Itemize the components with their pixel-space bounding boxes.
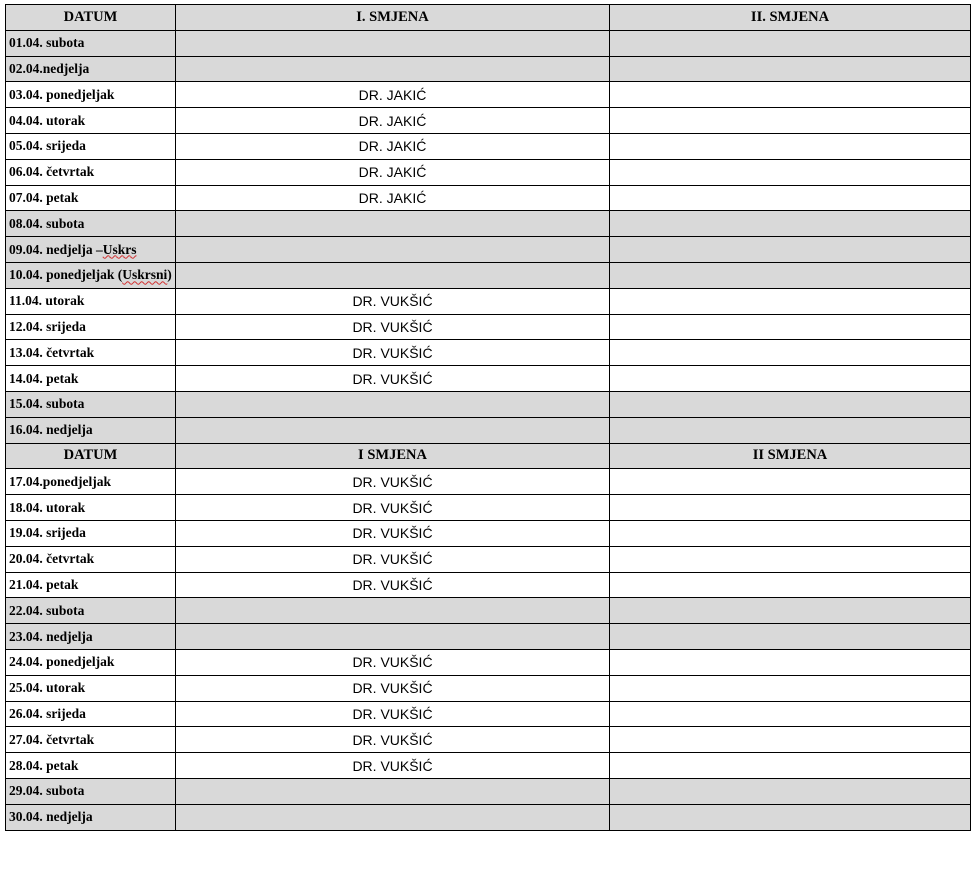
table-row [6,598,971,624]
date-cell: 11.04. utorak [6,288,176,314]
date-cell: 28.04. petak [6,753,176,779]
spellcheck-marked-word: Uskrs [102,241,137,257]
date-cell [6,237,176,263]
header-shift-2: II. SMJENA [610,5,971,31]
date-cell [6,262,176,288]
shift-2-cell [610,675,971,701]
table-row [6,649,971,675]
table-row [6,108,971,134]
shift-1-cell: DR. VUKŠIĆ [176,288,610,314]
shift-1-cell: DR. VUKŠIĆ [176,675,610,701]
shift-1-cell [176,211,610,237]
table-row [6,314,971,340]
table-row [6,366,971,392]
date-cell: 07.04. petak [6,185,176,211]
header-shift-1: I SMJENA [176,443,610,469]
date-cell: 20.04. četvrtak [6,546,176,572]
date-cell: 05.04. srijeda [6,133,176,159]
header-shift-2: II SMJENA [610,443,971,469]
shift-2-cell [610,108,971,134]
shift-1-cell: DR. VUKŠIĆ [176,366,610,392]
date-cell: 22.04. subota [6,598,176,624]
shift-2-cell [610,546,971,572]
table-row [6,675,971,701]
table-row [6,211,971,237]
shift-1-cell [176,237,610,263]
shift-1-cell [176,804,610,830]
shift-2-cell [610,778,971,804]
table-row [6,185,971,211]
table-row [6,237,971,263]
table-row [6,804,971,830]
date-text: 10.04. ponedjeljak ( [9,267,123,283]
shift-2-cell [610,82,971,108]
shift-2-cell [610,314,971,340]
shift-1-cell: DR. VUKŠIĆ [176,701,610,727]
shift-1-cell: DR. VUKŠIĆ [176,546,610,572]
shift-2-cell [610,469,971,495]
shift-1-cell [176,598,610,624]
shift-2-cell [610,598,971,624]
shift-2-cell [610,753,971,779]
shift-2-cell [610,572,971,598]
table-row [6,753,971,779]
shift-1-cell [176,262,610,288]
date-cell: 02.04.nedjelja [6,56,176,82]
shift-1-cell [176,417,610,443]
date-cell: 30.04. nedjelja [6,804,176,830]
table-row [6,469,971,495]
shift-1-cell: DR. JAKIĆ [176,159,610,185]
table-row [6,520,971,546]
shift-2-cell [610,211,971,237]
header-date: DATUM [6,443,176,469]
header-row [6,5,971,31]
shift-2-cell [610,727,971,753]
shift-1-cell: DR. VUKŠIĆ [176,572,610,598]
date-cell: 14.04. petak [6,366,176,392]
date-cell: 29.04. subota [6,778,176,804]
date-cell: 24.04. ponedjeljak [6,649,176,675]
date-cell: 21.04. petak [6,572,176,598]
shift-2-cell [610,391,971,417]
date-cell: 26.04. srijeda [6,701,176,727]
shift-2-cell [610,237,971,263]
date-cell: 25.04. utorak [6,675,176,701]
table-row [6,727,971,753]
shift-1-cell: DR. JAKIĆ [176,82,610,108]
shift-1-cell: DR. VUKŠIĆ [176,495,610,521]
date-cell: 17.04.ponedjeljak [6,469,176,495]
shift-1-cell [176,778,610,804]
spellcheck-marked-word: Uskrsni [122,267,168,283]
shift-1-cell [176,30,610,56]
shift-1-cell: DR. JAKIĆ [176,108,610,134]
shift-1-cell: DR. VUKŠIĆ [176,469,610,495]
shift-2-cell [610,133,971,159]
shift-2-cell [610,520,971,546]
table-row [6,572,971,598]
shift-2-cell [610,495,971,521]
shift-2-cell [610,649,971,675]
date-cell: 16.04. nedjelja [6,417,176,443]
shift-1-cell: DR. VUKŠIĆ [176,314,610,340]
shift-2-cell [610,417,971,443]
header-shift-1: I. SMJENA [176,5,610,31]
date-cell: 15.04. subota [6,391,176,417]
shift-schedule-table [5,4,971,831]
date-cell: 13.04. četvrtak [6,340,176,366]
shift-1-cell: DR. VUKŠIĆ [176,649,610,675]
table-row [6,624,971,650]
date-cell: 12.04. srijeda [6,314,176,340]
table-row [6,701,971,727]
header-date: DATUM [6,5,176,31]
table-row [6,340,971,366]
header-row [6,443,971,469]
date-cell: 08.04. subota [6,211,176,237]
table-row [6,56,971,82]
shift-1-cell: DR. VUKŠIĆ [176,753,610,779]
shift-1-cell: DR. JAKIĆ [176,185,610,211]
shift-2-cell [610,159,971,185]
shift-1-cell [176,624,610,650]
table-row [6,262,971,288]
date-cell: 04.04. utorak [6,108,176,134]
date-cell: 19.04. srijeda [6,520,176,546]
shift-1-cell [176,391,610,417]
shift-1-cell: DR. VUKŠIĆ [176,520,610,546]
shift-2-cell [610,366,971,392]
table-row [6,30,971,56]
shift-2-cell [610,340,971,366]
shift-2-cell [610,701,971,727]
shift-1-cell: DR. VUKŠIĆ [176,340,610,366]
shift-2-cell [610,262,971,288]
shift-2-cell [610,56,971,82]
table-row [6,82,971,108]
table-row [6,546,971,572]
table-row [6,495,971,521]
shift-1-cell [176,56,610,82]
shift-2-cell [610,804,971,830]
date-text-suffix: ) [167,267,172,283]
table-row [6,778,971,804]
shift-2-cell [610,624,971,650]
date-cell: 23.04. nedjelja [6,624,176,650]
table-row [6,133,971,159]
table-row [6,417,971,443]
date-cell: 01.04. subota [6,30,176,56]
date-cell: 06.04. četvrtak [6,159,176,185]
date-cell: 18.04. utorak [6,495,176,521]
shift-1-cell: DR. JAKIĆ [176,133,610,159]
shift-2-cell [610,185,971,211]
table-row [6,288,971,314]
shift-2-cell [610,30,971,56]
date-text: 09.04. nedjelja – [9,241,103,257]
table-row [6,391,971,417]
table-row [6,159,971,185]
date-cell: 03.04. ponedjeljak [6,82,176,108]
date-cell: 27.04. četvrtak [6,727,176,753]
shift-2-cell [610,288,971,314]
shift-1-cell: DR. VUKŠIĆ [176,727,610,753]
